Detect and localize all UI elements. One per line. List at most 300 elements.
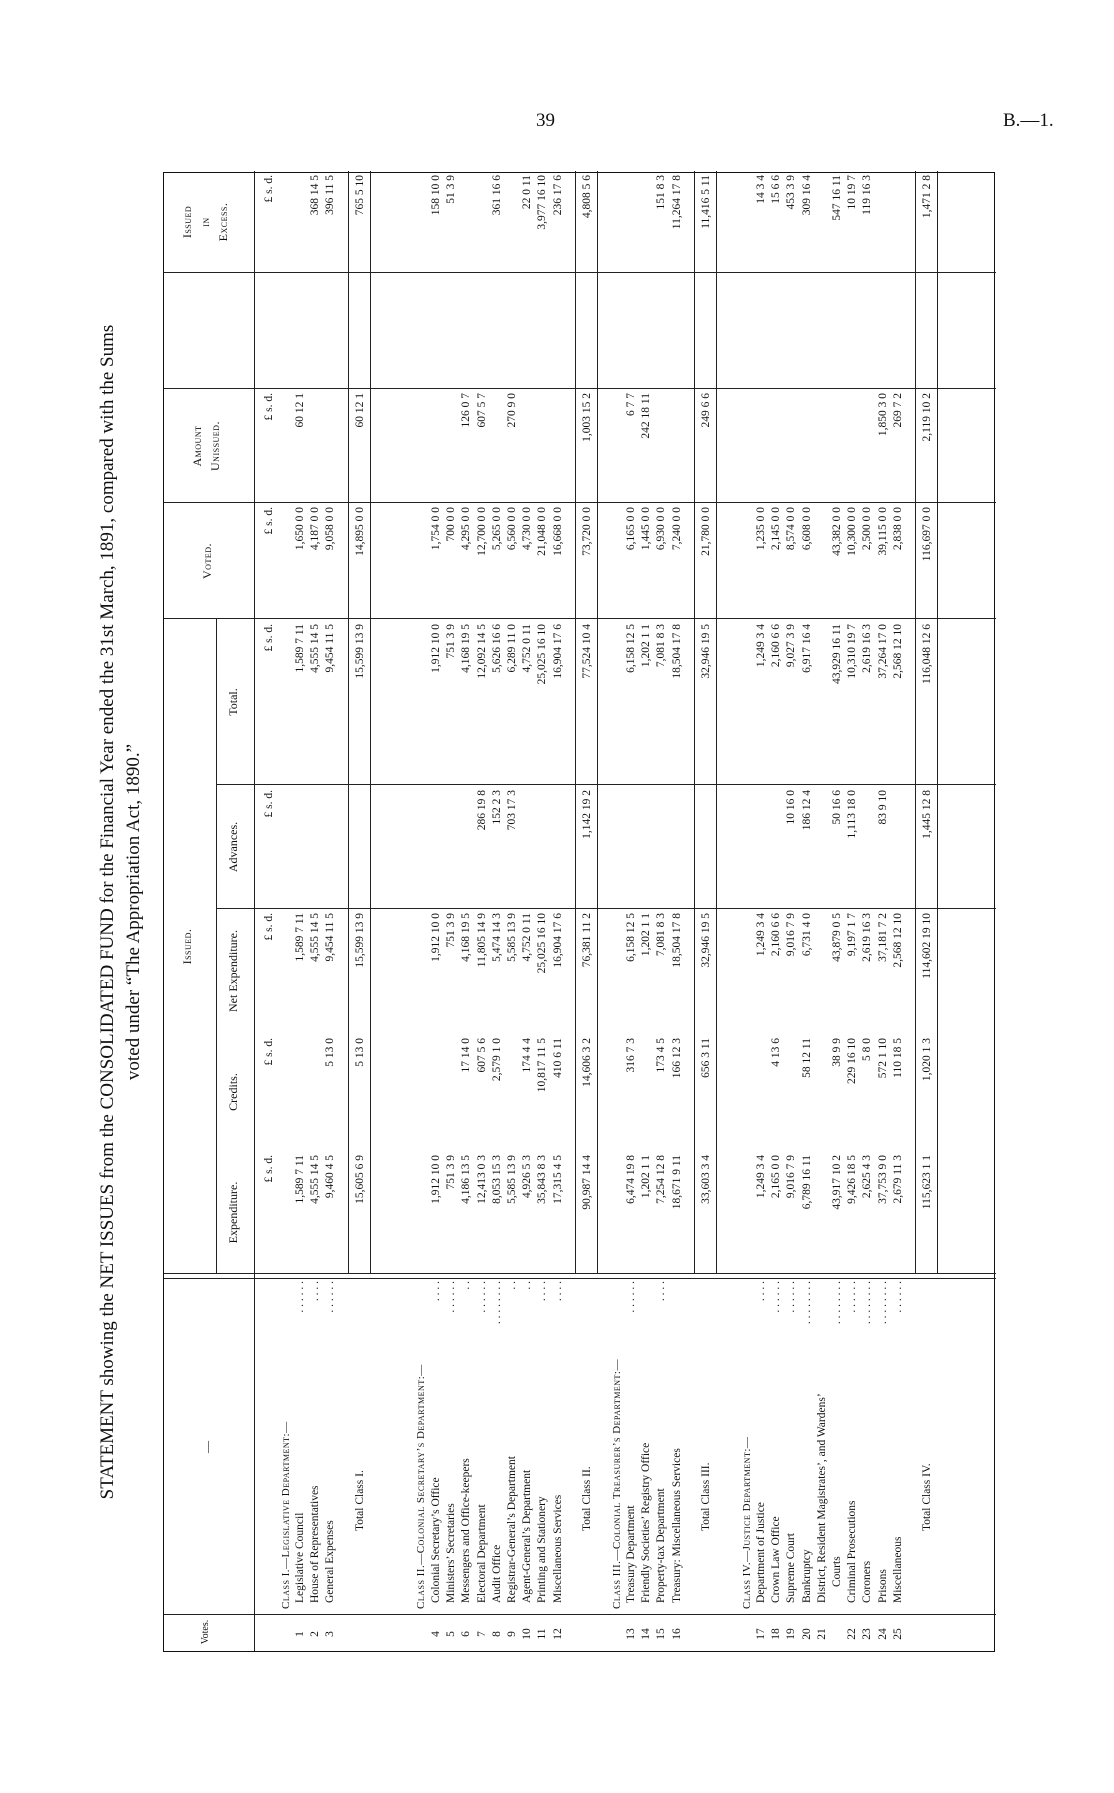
cell-net: 6,158 12 5 xyxy=(625,913,637,962)
excess-header-3: Excess. xyxy=(216,202,230,242)
total-cred: 5 13 0 xyxy=(353,1038,366,1067)
cell-net: 5,585 13 9 xyxy=(506,913,518,962)
row-label: Friendly Societies’ Registry Office xyxy=(640,1442,653,1603)
total-exp: 90,987 14 4 xyxy=(580,1155,593,1210)
total-label: Total Class I. xyxy=(353,1470,366,1531)
total-rule xyxy=(937,171,938,1274)
cell-exp: 2,679 11 3 xyxy=(891,1155,904,1204)
cell-exp: 43,917 10 2 xyxy=(831,1155,843,1210)
row-label: Miscellaneous Services xyxy=(551,1494,564,1603)
cell-exp: 9,426 18 5 xyxy=(846,1155,859,1204)
cell-net: 11,805 14 9 xyxy=(475,913,488,968)
total-rule xyxy=(575,171,576,1274)
cell-exp: 4,926 5 3 xyxy=(521,1155,534,1199)
cell-voted: 6,165 0 0 xyxy=(625,507,637,551)
cell-voted: 6,608 0 0 xyxy=(800,507,813,551)
total-uniss: 1,003 15 2 xyxy=(580,393,593,442)
total-rule xyxy=(597,171,598,1274)
cell-net: 2,160 6 6 xyxy=(770,913,783,957)
header-divider xyxy=(216,619,217,1274)
total-excess: 765 5 10 xyxy=(353,175,366,216)
cell-tot: 1,912 10 0 xyxy=(430,624,442,673)
cell-uniss: 242 18 11 xyxy=(640,393,653,439)
cell-exp: 18,671 9 11 xyxy=(670,1155,683,1210)
cell-voted: 1,235 0 0 xyxy=(755,507,767,551)
total-net: 114,602 19 10 xyxy=(921,913,933,979)
unissued-header-1: Amount xyxy=(190,425,204,467)
vote-number: 4 xyxy=(430,1631,442,1637)
header-divider xyxy=(254,171,255,1651)
cell-excess: 51 3 9 xyxy=(445,175,458,204)
cell-excess: 10 19 7 xyxy=(846,175,859,210)
cell-cred: 10,817 11 5 xyxy=(536,1038,549,1093)
cell-voted: 16,668 0 0 xyxy=(551,507,564,556)
cell-excess: 236 17 6 xyxy=(551,175,564,216)
cell-cred: 4 13 6 xyxy=(770,1038,783,1067)
vote-number: 14 xyxy=(640,1628,653,1640)
leader-dots: . . . . xyxy=(551,1281,564,1302)
col-divider xyxy=(164,1278,996,1279)
total-excess: 11,416 5 11 xyxy=(699,175,712,229)
total-tot: 116,048 12 6 xyxy=(921,624,933,684)
currency-units: £ s. d. xyxy=(263,1155,275,1183)
cell-tot: 16,904 17 6 xyxy=(551,624,564,679)
cell-adv: 50 16 6 xyxy=(831,790,843,825)
cell-voted: 6,560 0 0 xyxy=(506,507,518,551)
total-tot: 15,599 13 9 xyxy=(353,624,366,679)
total-voted: 14,895 0 0 xyxy=(353,507,366,556)
leader-dots: . . . . . . xyxy=(625,1281,637,1313)
row-label: Treasury: Miscellaneous Services xyxy=(670,1448,683,1603)
expenditure-header: Expenditure. xyxy=(226,1181,240,1244)
cell-exp: 1,202 1 1 xyxy=(640,1155,653,1199)
row-label: Bankruptcy xyxy=(800,1549,813,1603)
cell-tot: 37,264 17 0 xyxy=(876,624,889,679)
col-divider xyxy=(164,1273,996,1274)
leader-dots: . . . . xyxy=(430,1281,442,1302)
vote-number: 15 xyxy=(655,1628,668,1640)
vote-number: 20 xyxy=(800,1628,813,1640)
leader-dots: . . xyxy=(460,1281,473,1290)
vote-number: 9 xyxy=(506,1631,518,1637)
cell-net: 37,181 7 2 xyxy=(876,913,889,962)
cell-tot: 2,619 16 3 xyxy=(861,624,874,673)
leader-dots: . . . . . . xyxy=(294,1281,306,1313)
col-divider xyxy=(164,502,996,503)
cell-tot: 9,454 11 5 xyxy=(324,624,337,673)
cell-tot: 6,289 11 0 xyxy=(506,624,518,673)
total-excess: 1,471 2 8 xyxy=(921,175,933,219)
statement-title: STATEMENT showing the NET ISSUES from the CONSOLIDATED FUND for the Financial Year ended the 31st March, 1891, compared with the Sums xyxy=(97,324,118,1500)
page-number: 39 xyxy=(536,110,555,131)
cell-voted: 10,300 0 0 xyxy=(846,507,859,556)
cell-uniss: 1,850 3 0 xyxy=(876,393,889,437)
leader-dots: . . . . xyxy=(536,1281,549,1302)
cell-exp: 8,053 15 3 xyxy=(490,1155,503,1204)
leader-dots: . . . . . . xyxy=(785,1281,798,1313)
cell-voted: 5,265 0 0 xyxy=(490,507,503,551)
currency-units: £ s. d. xyxy=(263,913,275,941)
cell-voted: 6,930 0 0 xyxy=(655,507,668,551)
vote-number: 18 xyxy=(770,1628,783,1640)
row-label: Messengers and Office-keepers xyxy=(460,1458,473,1603)
votes-header: Votes. xyxy=(200,1619,211,1645)
cell-tot: 4,752 0 11 xyxy=(521,624,534,673)
cell-adv: 703 17 3 xyxy=(506,790,518,831)
cell-voted: 700 0 0 xyxy=(445,507,458,542)
statement-table xyxy=(163,172,995,1652)
vote-number: 12 xyxy=(551,1628,564,1640)
vote-number: 11 xyxy=(536,1628,549,1640)
currency-units: £ s. d. xyxy=(263,507,275,535)
row-label: Ministers’ Secretaries xyxy=(445,1503,458,1603)
cell-uniss: 6 7 7 xyxy=(625,393,637,416)
cell-excess: 119 16 3 xyxy=(861,175,874,215)
cell-excess: 151 8 3 xyxy=(655,175,668,210)
total-voted: 21,780 0 0 xyxy=(699,507,712,556)
cell-voted: 4,295 0 0 xyxy=(460,507,473,551)
leader-dots: . . . . xyxy=(755,1281,767,1302)
cell-exp: 37,753 9 0 xyxy=(876,1155,889,1204)
vote-number: 1 xyxy=(294,1631,306,1637)
cell-tot: 6,158 12 5 xyxy=(625,624,637,673)
currency-units: £ s. d. xyxy=(263,624,275,652)
cell-exp: 9,460 4 5 xyxy=(324,1155,337,1199)
leader-dots: . . . . . . xyxy=(324,1281,337,1313)
cell-voted: 7,240 0 0 xyxy=(670,507,683,551)
cell-excess: 22 0 11 xyxy=(521,175,534,210)
cell-tot: 2,160 6 6 xyxy=(770,624,783,668)
currency-units: £ s. d. xyxy=(263,393,275,421)
cell-excess: 368 14 5 xyxy=(309,175,322,216)
cell-net: 4,752 0 11 xyxy=(521,913,534,962)
vote-number: 25 xyxy=(891,1628,904,1640)
cell-cred: 316 7 3 xyxy=(625,1038,637,1073)
cell-cred: 110 18 5 xyxy=(891,1038,904,1078)
cell-excess: 3,977 16 10 xyxy=(536,175,549,230)
vote-number: 6 xyxy=(460,1631,473,1637)
vote-number: 2 xyxy=(309,1631,322,1637)
cell-voted: 12,700 0 0 xyxy=(475,507,488,556)
vote-number: 19 xyxy=(785,1628,798,1640)
cell-exp: 6,789 16 11 xyxy=(800,1155,813,1210)
cell-net: 1,589 7 11 xyxy=(294,913,306,962)
cell-excess: 361 16 6 xyxy=(490,175,503,216)
leader-dots: . . . . xyxy=(655,1281,668,1302)
cell-net: 7,081 8 3 xyxy=(655,913,668,957)
cell-adv: 83 9 10 xyxy=(876,790,889,825)
cell-adv: 1,113 18 0 xyxy=(846,790,859,839)
vote-number: 22 xyxy=(846,1628,859,1640)
cell-cred: 2,579 1 0 xyxy=(490,1038,503,1082)
vote-number: 8 xyxy=(490,1631,503,1637)
cell-voted: 1,445 0 0 xyxy=(640,507,653,551)
row-label: Registrar-General’s Department xyxy=(506,1456,518,1603)
cell-net: 9,016 7 9 xyxy=(785,913,798,957)
cell-net: 1,249 3 4 xyxy=(755,913,767,957)
cell-voted: 2,145 0 0 xyxy=(770,507,783,551)
vote-number: 24 xyxy=(876,1628,889,1640)
vote-number: 23 xyxy=(861,1628,874,1640)
cell-adv: 10 16 0 xyxy=(785,790,798,825)
leader-dots: . . . . . . . . xyxy=(876,1281,889,1325)
unissued-header-2: Unissued. xyxy=(208,421,222,471)
cell-net: 18,504 17 8 xyxy=(670,913,683,968)
total-label: Total Class III. xyxy=(699,1462,712,1531)
total-adv: 1,445 12 8 xyxy=(921,790,933,839)
cell-cred: 572 1 10 xyxy=(876,1038,889,1079)
cell-uniss: 270 9 0 xyxy=(506,393,518,428)
total-header: Total. xyxy=(226,688,240,716)
leader-dots: . . . . . . xyxy=(770,1281,783,1313)
cell-adv: 186 12 4 xyxy=(800,790,813,831)
cell-tot: 2,568 12 10 xyxy=(891,624,904,679)
row-label: Printing and Stationery xyxy=(536,1496,549,1603)
currency-units: £ s. d. xyxy=(263,1038,275,1066)
cell-net: 4,168 19 5 xyxy=(460,913,473,962)
net-expenditure-header: Net Expenditure. xyxy=(226,930,240,1012)
cell-net: 2,619 16 3 xyxy=(861,913,874,962)
cell-voted: 8,574 0 0 xyxy=(785,507,798,551)
cell-excess: 453 3 9 xyxy=(785,175,798,210)
issued-header: Issued. xyxy=(180,928,194,965)
cell-net: 25,025 16 10 xyxy=(536,913,549,974)
total-uniss: 2,119 10 2 xyxy=(921,393,933,442)
vote-number: 5 xyxy=(445,1631,458,1637)
vote-number: 3 xyxy=(324,1631,337,1637)
section-title: Class III.—Colonial Treasurer’s Department:— xyxy=(611,1359,623,1609)
row-label: Prisons xyxy=(876,1569,889,1603)
cell-exp: 17,315 4 5 xyxy=(551,1155,564,1204)
cell-cred: 410 6 11 xyxy=(551,1038,564,1078)
cell-tot: 4,555 14 5 xyxy=(309,624,322,673)
row-label: Crown Law Office xyxy=(770,1516,783,1603)
total-cred: 1,020 1 3 xyxy=(921,1038,933,1082)
statement-subtitle: voted under “The Appropriation Act, 1890.” xyxy=(123,743,144,1081)
leader-dots: . . . . . . xyxy=(445,1281,458,1313)
row-label: Legislative Council xyxy=(294,1512,306,1603)
leader-dots: . . . . . . . . xyxy=(831,1281,843,1325)
cell-net: 9,454 11 5 xyxy=(324,913,337,962)
total-cred: 14,606 3 2 xyxy=(580,1038,593,1087)
col-divider xyxy=(164,388,996,389)
leader-dots: . . . . . . . . xyxy=(490,1281,503,1325)
cell-cred: 607 5 6 xyxy=(475,1038,488,1073)
col-divider xyxy=(164,618,996,619)
total-voted: 73,720 0 0 xyxy=(580,507,593,556)
cell-net: 6,731 4 0 xyxy=(800,913,813,957)
rotated-statement xyxy=(97,172,1007,1652)
cell-net: 1,202 1 1 xyxy=(640,913,653,957)
row-label: Colonial Secretary’s Office xyxy=(430,1477,442,1603)
vote-number: 17 xyxy=(755,1628,767,1640)
row-label: Property-tax Department xyxy=(655,1488,668,1603)
cell-tot: 751 3 9 xyxy=(445,624,458,659)
total-excess: 4,808 5 6 xyxy=(580,175,593,219)
cell-exp: 751 3 9 xyxy=(445,1155,458,1190)
leader-dots: . . xyxy=(521,1281,534,1290)
cell-voted: 39,115 0 0 xyxy=(876,507,889,556)
voted-header: Voted. xyxy=(200,543,214,579)
total-adv: 1,142 19 2 xyxy=(580,790,593,839)
cell-cred: 173 4 5 xyxy=(655,1038,668,1073)
row-label: Treasury Department xyxy=(625,1505,637,1603)
dash-header: — xyxy=(200,1441,214,1453)
leader-dots: . . . . . . . . xyxy=(861,1281,874,1325)
cell-voted: 1,754 0 0 xyxy=(430,507,442,551)
cell-adv: 286 19 8 xyxy=(475,790,488,831)
cell-voted: 9,058 0 0 xyxy=(324,507,337,551)
row-label: House of Representatives xyxy=(309,1485,322,1603)
total-voted: 116,697 0 0 xyxy=(921,507,933,562)
row-label: Criminal Prosecutions xyxy=(846,1500,859,1603)
cell-exp: 6,474 19 8 xyxy=(625,1155,637,1204)
total-rule xyxy=(348,171,349,1274)
excess-header-2: in xyxy=(198,217,212,227)
total-label: Total Class II. xyxy=(580,1466,593,1531)
cell-tot: 25,025 16 10 xyxy=(536,624,549,685)
total-cred: 656 3 11 xyxy=(699,1038,712,1078)
credits-header: Credits. xyxy=(226,1073,240,1111)
vote-number: 13 xyxy=(625,1628,637,1640)
cell-voted: 2,838 0 0 xyxy=(891,507,904,551)
cell-cred: 38 9 9 xyxy=(831,1038,843,1067)
row-label: Coroners xyxy=(861,1560,874,1603)
cell-tot: 43,929 16 11 xyxy=(831,624,843,684)
cell-exp: 1,249 3 4 xyxy=(755,1155,767,1199)
cell-cred: 174 4 4 xyxy=(521,1038,534,1073)
cell-tot: 1,202 1 1 xyxy=(640,624,653,668)
cell-tot: 10,310 19 7 xyxy=(846,624,859,679)
col-divider xyxy=(164,1614,996,1615)
cell-net: 9,197 1 7 xyxy=(846,913,859,957)
total-tot: 32,946 19 5 xyxy=(699,624,712,679)
total-rule xyxy=(915,171,916,1274)
cell-cred: 17 14 0 xyxy=(460,1038,473,1073)
cell-excess: 11,264 17 8 xyxy=(670,175,683,230)
row-label: Supreme Court xyxy=(785,1533,798,1603)
cell-tot: 4,168 19 5 xyxy=(460,624,473,673)
cell-exp: 9,016 7 9 xyxy=(785,1155,798,1199)
page-reference: B.—1. xyxy=(1003,110,1054,131)
cell-excess: 14 3 4 xyxy=(755,175,767,204)
section-title: Class I.—Legislative Department:— xyxy=(280,1421,292,1609)
cell-uniss: 607 5 7 xyxy=(475,393,488,428)
cell-net: 4,555 14 5 xyxy=(309,913,322,962)
vote-number: 21 xyxy=(815,1628,828,1640)
total-uniss: 60 12 1 xyxy=(353,393,366,428)
cell-net: 2,568 12 10 xyxy=(891,913,904,968)
advances-header: Advances. xyxy=(226,821,240,873)
total-rule xyxy=(370,171,371,1274)
cell-voted: 4,187 0 0 xyxy=(309,507,322,551)
total-net: 32,946 19 5 xyxy=(699,913,712,968)
total-rule xyxy=(716,171,717,1274)
leader-dots: . . . . . . xyxy=(475,1281,488,1313)
leader-dots: . . . . xyxy=(309,1281,322,1302)
total-tot: 77,524 10 4 xyxy=(580,624,593,679)
cell-excess: 158 10 0 xyxy=(430,175,442,216)
leader-dots: . . xyxy=(506,1281,518,1290)
total-net: 76,381 11 2 xyxy=(580,913,593,968)
cell-cred: 58 12 11 xyxy=(800,1038,813,1078)
cell-uniss: 269 7 2 xyxy=(891,393,904,428)
cell-exp: 12,413 0 3 xyxy=(475,1155,488,1204)
row-label: Department of Justice xyxy=(755,1502,767,1603)
row-label: Audit Office xyxy=(490,1544,503,1603)
cell-cred: 229 16 10 xyxy=(846,1038,859,1084)
cell-exp: 4,186 13 5 xyxy=(460,1155,473,1204)
cell-excess: 309 16 4 xyxy=(800,175,813,216)
cell-exp: 35,843 8 3 xyxy=(536,1155,549,1204)
leader-dots: . . . . . . xyxy=(846,1281,859,1313)
cell-exp: 4,555 14 5 xyxy=(309,1155,322,1204)
cell-cred: 166 12 3 xyxy=(670,1038,683,1079)
cell-net: 43,879 0 5 xyxy=(831,913,843,962)
excess-header-1: Issued xyxy=(180,205,194,239)
total-rule xyxy=(694,171,695,1274)
cell-tot: 6,917 16 4 xyxy=(800,624,813,673)
leader-dots: . . . . . . xyxy=(891,1281,904,1313)
cell-tot: 7,081 8 3 xyxy=(655,624,668,668)
total-label: Total Class IV. xyxy=(921,1463,933,1531)
cell-net: 16,904 17 6 xyxy=(551,913,564,968)
cell-exp: 2,625 4 3 xyxy=(861,1155,874,1199)
total-net: 15,599 13 9 xyxy=(353,913,366,968)
currency-units: £ s. d. xyxy=(263,790,275,818)
cell-cred: 5 8 0 xyxy=(861,1038,874,1061)
cell-exp: 1,589 7 11 xyxy=(294,1155,306,1204)
cell-voted: 21,048 0 0 xyxy=(536,507,549,556)
section-title: Class IV.—Justice Department:— xyxy=(741,1436,753,1609)
row-label: District, Resident Magistrates’, and Wardens’ xyxy=(815,1393,828,1603)
row-label: Electoral Department xyxy=(475,1504,488,1603)
cell-uniss: 126 0 7 xyxy=(460,393,473,428)
row-label: Agent-General’s Department xyxy=(521,1469,534,1603)
cell-exp: 5,585 13 9 xyxy=(506,1155,518,1204)
col-divider xyxy=(216,784,996,785)
cell-tot: 1,249 3 4 xyxy=(755,624,767,668)
cell-voted: 2,500 0 0 xyxy=(861,507,874,551)
cell-tot: 5,626 16 6 xyxy=(490,624,503,673)
col-divider xyxy=(216,908,996,909)
cell-uniss: 60 12 1 xyxy=(294,393,306,428)
cell-tot: 12,092 14 5 xyxy=(475,624,488,679)
cell-adv: 152 2 3 xyxy=(490,790,503,825)
section-title: Class II.—Colonial Secretary’s Department:— xyxy=(415,1364,427,1609)
cell-excess: 396 11 5 xyxy=(324,175,337,215)
total-exp: 115,623 1 1 xyxy=(921,1155,933,1210)
cell-excess: 15 6 6 xyxy=(770,175,783,204)
cell-cred: 5 13 0 xyxy=(324,1038,337,1067)
total-exp: 15,605 6 9 xyxy=(353,1155,366,1204)
cell-excess: 547 16 11 xyxy=(831,175,843,221)
cell-exp: 2,165 0 0 xyxy=(770,1155,783,1199)
vote-number: 16 xyxy=(670,1628,683,1640)
vote-number: 7 xyxy=(475,1631,488,1637)
currency-units: £ s. d. xyxy=(263,175,275,203)
cell-net: 751 3 9 xyxy=(445,913,458,948)
total-uniss: 249 6 6 xyxy=(699,393,712,428)
cell-voted: 43,382 0 0 xyxy=(831,507,843,556)
row-label-continued: Courts xyxy=(831,1556,843,1587)
row-label: Miscellaneous xyxy=(891,1536,904,1603)
cell-tot: 1,589 7 11 xyxy=(294,624,306,673)
cell-exp: 7,254 12 8 xyxy=(655,1155,668,1204)
leader-dots: . . . . . . . . xyxy=(800,1281,813,1325)
row-label: General Expenses xyxy=(324,1520,337,1603)
vote-number: 10 xyxy=(521,1628,534,1640)
